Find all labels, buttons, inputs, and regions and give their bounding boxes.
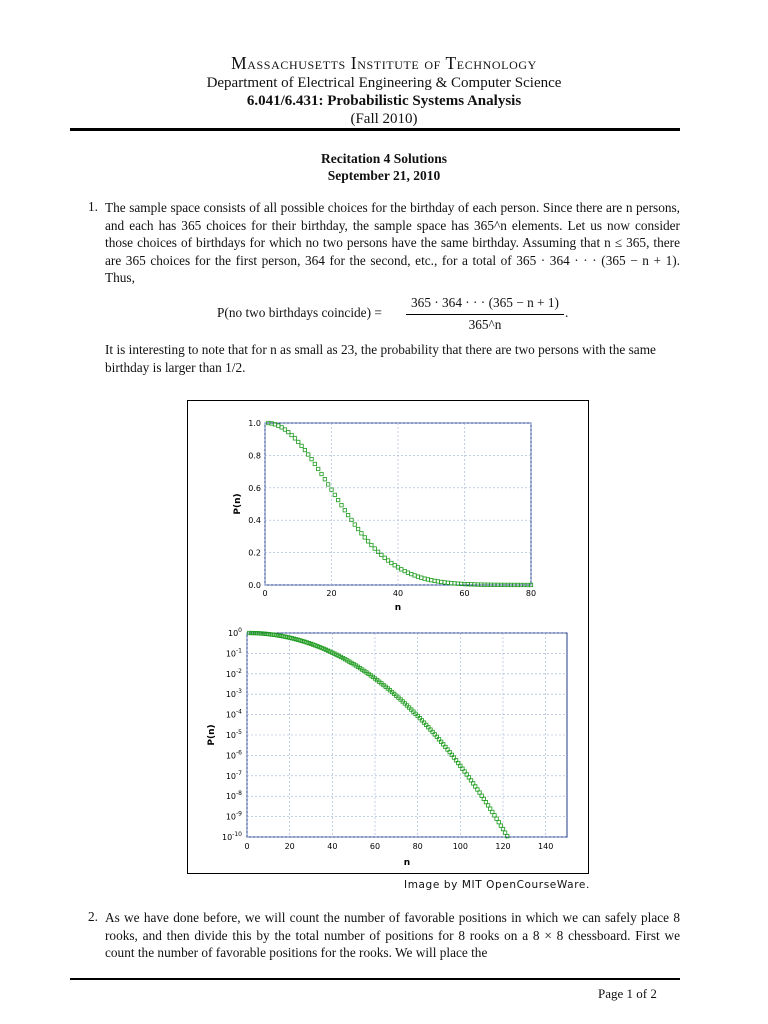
problem-2-number: 2. xyxy=(88,909,98,924)
bottom-chart-x-tick-label: 140 xyxy=(538,842,554,851)
top-chart-x-tick-label: 0 xyxy=(262,589,268,598)
problem-2-paragraph: As we have done before, we will count the number of favorable positions in which we can safely place 8 rooks, and then divide this by the total number of positions for 8 rooks on a 8 × 8 chessboard. First we count the number of favorable positions for the rooks. We will place the xyxy=(105,910,680,961)
bottom-chart-y-tick-label: $10^{-8}$ xyxy=(225,790,242,802)
bottom-chart-y-tick-label: $10^{-7}$ xyxy=(225,769,242,781)
fraction-bar xyxy=(406,314,564,315)
problem-1-text xyxy=(105,199,680,287)
bottom-chart-y-axis-label: P(n) xyxy=(207,724,217,746)
top-chart-x-tick-label: 20 xyxy=(326,589,337,598)
bottom-chart-y-tick-label: $10^{-5}$ xyxy=(225,729,242,740)
problem-1-note xyxy=(105,341,680,376)
header-rule xyxy=(70,128,680,131)
bottom-chart-y-tick-label: $10^{-4}$ xyxy=(225,708,242,720)
document-header xyxy=(0,52,768,128)
bottom-chart-x-tick-label: 80 xyxy=(412,842,423,851)
bottom-chart-y-tick-label: $10^{-6}$ xyxy=(225,749,242,761)
top-chart-y-tick-label: 0.2 xyxy=(248,548,261,558)
bottom-chart-y-tick-label: $10^{-1}$ xyxy=(225,647,242,659)
recitation-date: September 21, 2010 xyxy=(327,168,441,183)
problem-1-number: 1. xyxy=(88,199,98,214)
top-chart-y-tick-label: 0.8 xyxy=(248,451,261,461)
bottom-chart-x-tick-label: 20 xyxy=(284,842,295,851)
top-chart-x-tick-label: 60 xyxy=(459,589,470,598)
equation-numerator: 365 · 364 · · · (365 − n + 1) xyxy=(411,295,559,310)
birthday-equation xyxy=(0,294,768,334)
bottom-chart-x-tick-label: 60 xyxy=(369,842,381,851)
birthday-probability-charts xyxy=(188,401,588,873)
bottom-chart-x-axis-label: n xyxy=(403,858,411,868)
department-name: Department of Electrical Engineering & Computer Science xyxy=(206,75,562,91)
top-chart-y-tick-label: 0.6 xyxy=(248,483,261,493)
bottom-chart-y-tick-label: $10^{-9}$ xyxy=(225,810,242,822)
equation-period: . xyxy=(565,305,569,320)
term: (Fall 2010) xyxy=(350,111,418,127)
top-chart-x-axis-label: n xyxy=(394,603,402,613)
equation-denominator: 365^n xyxy=(468,317,502,332)
top-chart-y-tick-label: 0.0 xyxy=(248,581,261,590)
figure-credit: Image by MIT OpenCourseWare. xyxy=(404,879,590,891)
top-chart-x-tick-label: 40 xyxy=(392,589,404,598)
problem-1-note-text: It is interesting to note that for n as small as 23, the probability that there are two persons with the same birthday is larger than 1/2. xyxy=(105,342,656,375)
bottom-chart-x-tick-label: 40 xyxy=(327,842,338,851)
bottom-chart-y-tick-label: $10^0$ xyxy=(227,627,242,638)
bottom-chart-y-tick-label: $10^{-2}$ xyxy=(225,667,242,679)
bottom-chart-x-tick-label: 100 xyxy=(452,842,468,851)
bottom-chart-x-tick-label: 120 xyxy=(495,842,511,851)
course-title: 6.041/6.431: Probabilistic Systems Analysis xyxy=(246,93,522,109)
equation-lhs: P(no two birthdays coincide) = xyxy=(217,305,382,320)
problem-2-text xyxy=(105,909,680,962)
bottom-chart-y-tick-label: $10^{-3}$ xyxy=(225,688,242,700)
recitation-name: Recitation 4 Solutions xyxy=(320,151,447,166)
bottom-chart-x-tick-label: 0 xyxy=(244,842,250,851)
equation-fraction xyxy=(406,294,564,334)
top-chart-y-tick-label: 0.4 xyxy=(248,516,261,526)
page-number: Page 1 of 2 xyxy=(598,986,657,1001)
recitation-title xyxy=(0,150,768,184)
problem-1-paragraph: The sample space consists of all possible choices for the birthday of each person. Since there are n persons, and each has 365 choices for their birthday, the sample space has 365^n elements. Let us now consider those choices of birthdays for which no two persons have the same birthday. Assuming that n ≤ 365, there are 365 choices for the first person, 364 for the second, etc., for a total of 365 · 364 · · · (365 − n + 1). Thus, xyxy=(105,200,680,286)
figure-frame xyxy=(187,400,589,874)
top-chart-x-tick-label: 80 xyxy=(525,589,537,598)
top-chart-y-axis-label: P(n) xyxy=(233,493,243,515)
institution-name: Massachusetts Institute of Technology xyxy=(231,53,537,73)
footer-rule xyxy=(70,978,680,980)
top-chart-y-tick-label: 1.0 xyxy=(248,419,261,428)
bottom-chart-y-tick-label: $10^{-10}$ xyxy=(222,831,242,842)
